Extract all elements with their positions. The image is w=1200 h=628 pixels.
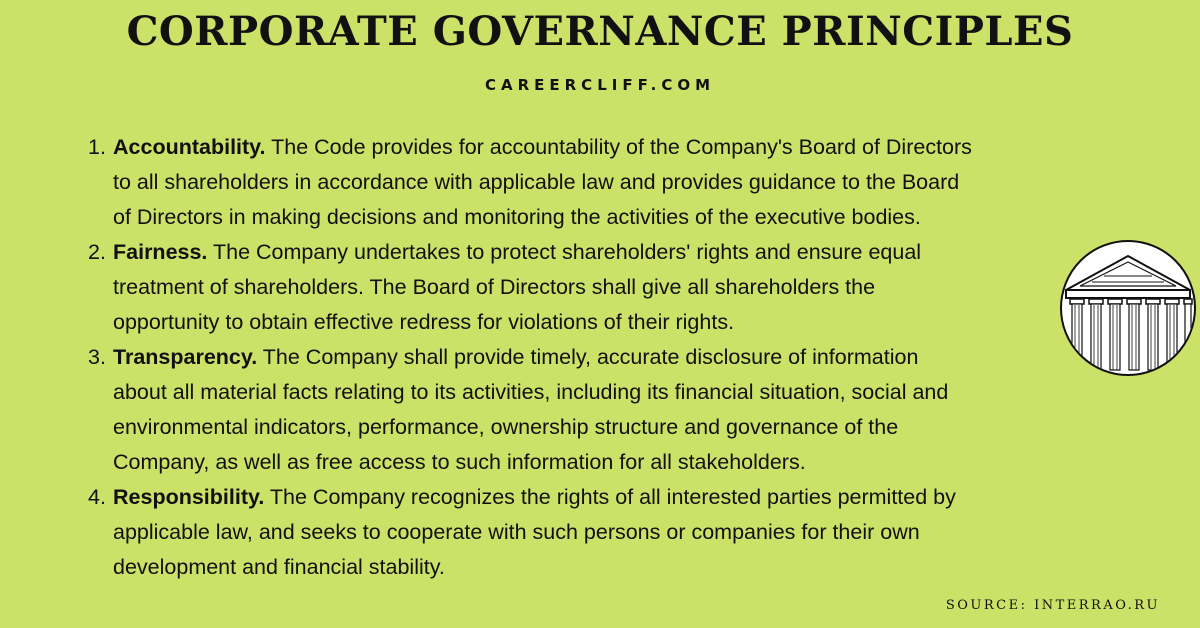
- item-number: 4.: [88, 485, 106, 509]
- item-heading: Transparency.: [113, 345, 258, 369]
- item-line: environmental indicators, performance, ownership structure and governance of the: [113, 415, 899, 439]
- item-number: 1.: [88, 135, 106, 159]
- item-heading: Fairness.: [113, 240, 208, 264]
- item-text: The Company recognizes the rights of all interested parties permitted by: [264, 485, 956, 509]
- list-item-responsibility: [88, 480, 1148, 585]
- government-building-icon: [1060, 240, 1196, 376]
- item-number: 2.: [88, 240, 106, 264]
- government-building-icon-graphic: [1062, 242, 1194, 374]
- item-line: to all shareholders in accordance with applicable law and provides guidance to the Board: [113, 170, 960, 194]
- item-number: 3.: [88, 345, 106, 369]
- list-item-transparency: [88, 340, 1148, 480]
- item-heading: Accountability.: [113, 135, 266, 159]
- site-name: CAREERCLIFF.COM: [484, 76, 716, 94]
- item-text: The Company undertakes to protect shareholders' rights and ensure equal: [207, 240, 922, 264]
- list-item-fairness: [88, 235, 1148, 340]
- item-line: [113, 480, 1148, 515]
- item-line: of Directors in making decisions and monitoring the activities of the executive bodies.: [113, 205, 921, 229]
- item-heading: Responsibility.: [113, 485, 265, 509]
- list-item-accountability: [88, 130, 1148, 235]
- item-text: The Company shall provide timely, accurate disclosure of information: [257, 345, 919, 369]
- page-title: CORPORATE GOVERNANCE PRINCIPLES: [126, 8, 1074, 55]
- item-line: [113, 340, 1148, 375]
- item-line: Company, as well as free access to such information for all stakeholders.: [113, 450, 806, 474]
- item-line: treatment of shareholders. The Board of Directors shall give all shareholders the: [113, 275, 876, 299]
- source-credit: SOURCE: INTERRAO.RU: [945, 598, 1160, 613]
- item-line: development and financial stability.: [113, 555, 445, 579]
- item-line: [113, 130, 1148, 165]
- item-line: about all material facts relating to its activities, including its financial situation, social and: [113, 380, 949, 404]
- item-text: The Code provides for accountability of the Company's Board of Directors: [265, 135, 972, 159]
- item-line: [113, 235, 1148, 270]
- item-line: opportunity to obtain effective redress for violations of their rights.: [113, 310, 735, 334]
- item-line: applicable law, and seeks to cooperate with such persons or companies for their own: [113, 520, 920, 544]
- principles-list: [88, 130, 1148, 585]
